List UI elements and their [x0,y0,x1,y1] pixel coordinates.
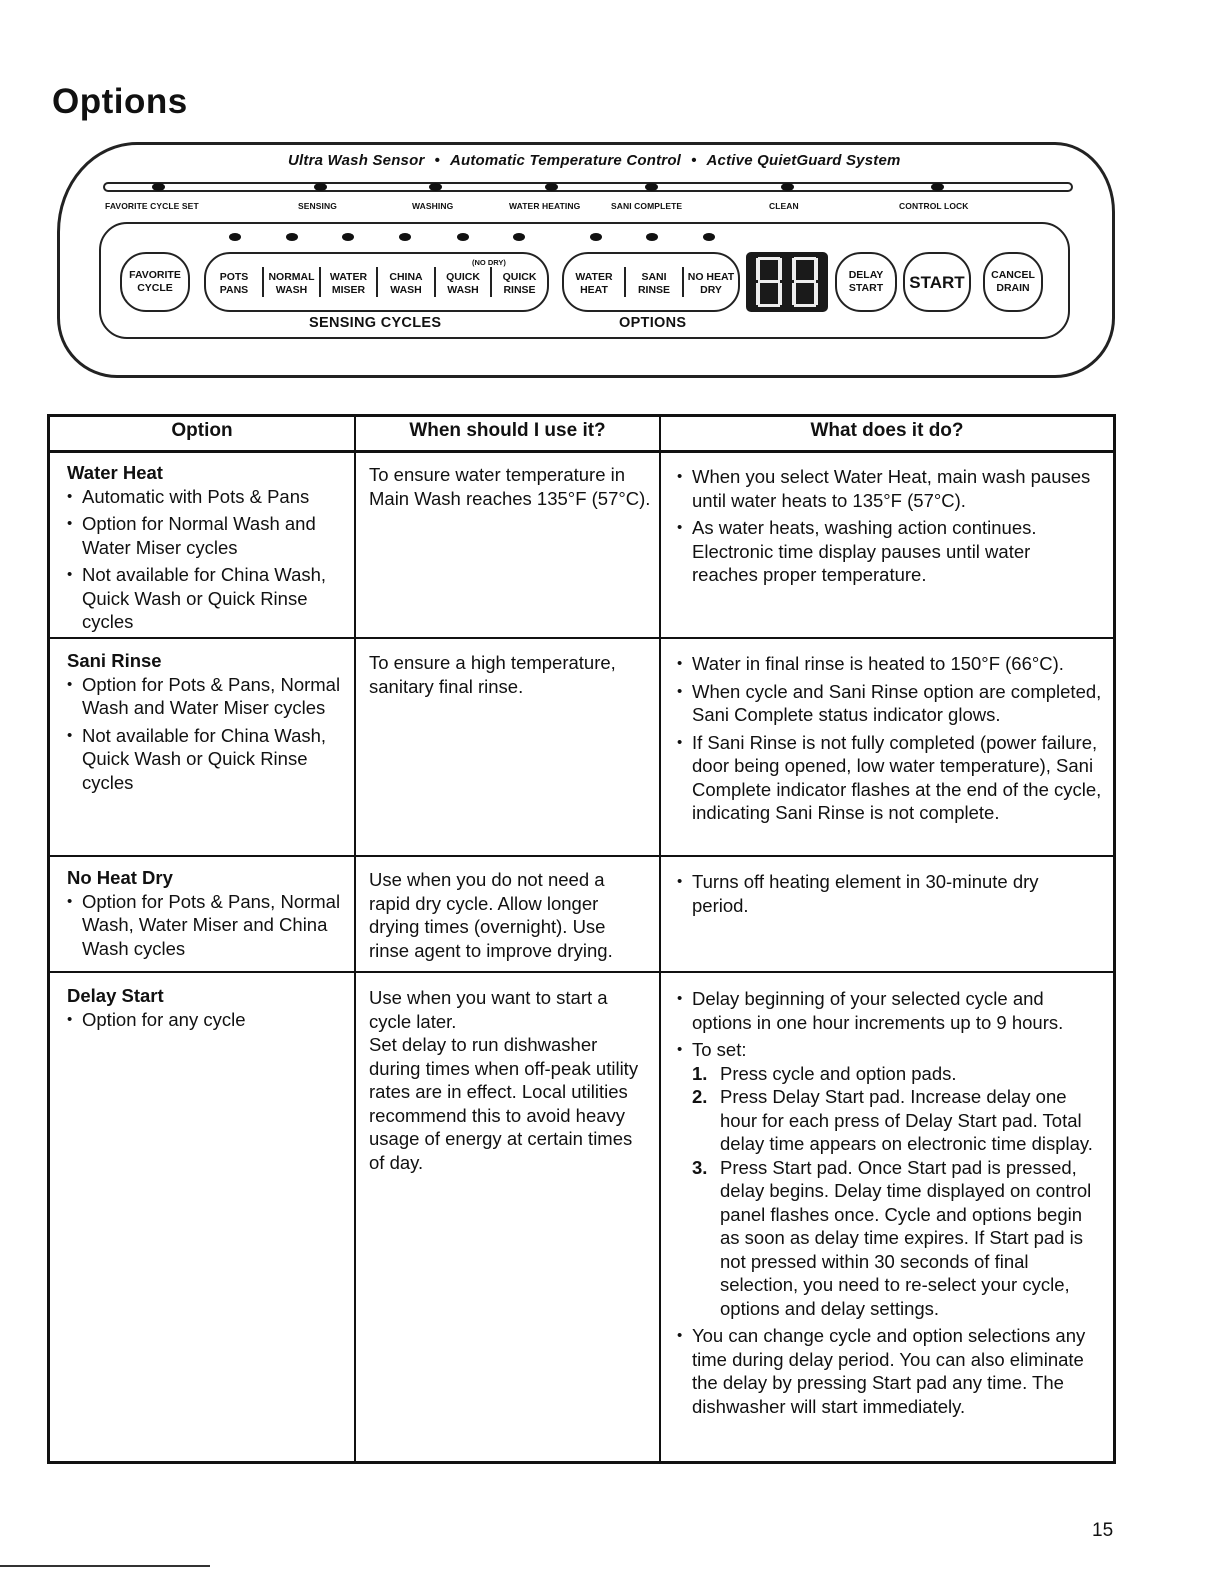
status-led [931,183,944,191]
column-divider [659,414,661,1464]
china-wash-pad[interactable]: CHINA WASH [376,267,434,297]
table-row-no-heat-dry-option: No Heat Dry • Option for Pots & Pans, Normal Wash, Water Miser and China Wash cycles [67,866,349,960]
table-row-delay-start-what: • Delay beginning of your selected cycle and options in one hour increments up to 9 hours. • To set: 1. Press cycle and option pads. 2. Press Delay Start pad. Increase delay one hour for each press of Delay Start pad. Total delay time appears on electronic time display. 3. Press Start pad. Once Start pad is pressed, delay begins. Delay time displayed on control panel flashes once. Cycle and options begin as soon as delay time expires. If Start pad is not pressed within 30 seconds of final selection, you need to re-select your cycle, options and delay settings. • You can change cycle and option selections any time during delay period. You can also eliminate the delay by pressing Start pad any time. The dishwasher will start immediately. [677,987,1102,1418]
status-led [781,183,794,191]
table-row-sani-rinse-option: Sani Rinse • Option for Pots & Pans, Normal Wash and Water Miser cycles • Not available for China Wash, Quick Wash or Quick Rinse cycles [67,649,352,794]
status-label-control-lock: CONTROL LOCK [899,201,969,211]
status-led [645,183,658,191]
status-label-favorite: FAVORITE CYCLE SET [105,201,199,211]
no-dry-note: (NO DRY) [472,258,506,267]
favorite-cycle-button[interactable]: FAVORITE CYCLE [120,252,190,312]
sani-rinse-pad[interactable]: SANI RINSE [624,267,682,297]
header-option: Option [171,420,233,441]
table-row-water-heat-what: • When you select Water Heat, main wash pauses until water heats to 135°F (57°C). • As water heats, washing action continues. Electronic time display pauses until water reaches proper temperature. [677,465,1097,587]
options-label: OPTIONS [619,315,687,331]
table-row-sani-rinse-what: • Water in final rinse is heated to 150°F (66°C). • When cycle and Sani Rinse option are completed, Sani Complete status indicator glows. • If Sani Rinse is not fully completed (power failure, door being opened, low water temperature), Sani Complete indicator flashes at the end of the cycle, indicating Sani Rinse is not complete. [677,652,1102,825]
table-row-sani-rinse-when: To ensure a high temperature, sanitary final rinse. [369,652,616,697]
step-1: 1. Press cycle and option pads. [692,1062,957,1084]
step-2: 2. Press Delay Start pad. Increase delay one hour for each press of Delay Start pad. Total delay time appears on electronic time display. [692,1086,1093,1154]
status-led [429,183,442,191]
page-title: Options [52,82,188,121]
feature-auto-temp: Automatic Temperature Control [449,152,682,169]
quick-wash-pad[interactable]: QUICK WASH [434,267,490,297]
header-what: What does it do? [810,420,964,441]
water-miser-pad[interactable]: WATER MISER [319,267,376,297]
pots-pans-pad[interactable]: POTS PANS [219,271,249,296]
header-divider [47,450,1116,453]
row-divider [47,971,1116,973]
pad-led [286,233,298,241]
table-row-no-heat-dry-when: Use when you do not need a rapid dry cycle. Allow longer drying times (overnight). Use rinse agent to improve drying. [369,869,613,961]
step-3: 3. Press Start pad. Once Start pad is pressed, delay begins. Delay time displayed on control panel flashes once. Cycle and options begin as soon as delay time expires. If Start pad is not pressed within 30 seconds of final selection, you need to re-select your cycle, options and delay settings. [692,1156,1092,1319]
status-led [545,183,558,191]
row-divider [47,637,1116,639]
footer-rule [0,1565,210,1567]
pad-led [229,233,241,241]
table-row-delay-start-when: Use when you want to start a cycle later. Set delay to run dishwasher during times when off-peak utility rates are in effect. Local utilities recommend this to avoid heavy usage of energy at certain times of day. [369,987,639,1173]
pad-led [703,233,715,241]
quick-rinse-pad[interactable]: QUICK RINSE [490,267,547,297]
pad-led [590,233,602,241]
status-label-sani-complete: SANI COMPLETE [611,201,683,211]
table-row-water-heat-when: To ensure water temperature in Main Wash reaches 135°F (57°C). [369,464,651,509]
status-led [152,183,165,191]
table-row-water-heat-option: Water Heat • Automatic with Pots & Pans • Option for Normal Wash and Water Miser cycles • Not available for China Wash, Quick Wash or Quick Rinse cycles [67,461,349,634]
pad-led [457,233,469,241]
time-display [746,252,828,312]
table-row-delay-start-option: Delay Start • Option for any cycle [67,984,349,1031]
pad-led [342,233,354,241]
cancel-drain-button[interactable]: CANCEL DRAIN [983,252,1043,312]
pad-led [646,233,658,241]
page-number: 15 [1092,1520,1114,1541]
status-led [314,183,327,191]
status-label-washing: WASHING [412,201,454,211]
row-divider [47,855,1116,857]
feature-ultra-wash: Ultra Wash Sensor [288,152,425,169]
no-heat-dry-pad[interactable]: NO HEAT DRY [682,267,738,297]
start-button[interactable]: START [903,252,971,312]
status-label-water-heating: WATER HEATING [509,201,581,211]
feature-line [288,152,901,169]
column-divider [354,414,356,1464]
water-heat-pad[interactable]: WATER HEAT [575,271,613,296]
header-when: When should I use it? [409,420,606,441]
status-label-sensing: SENSING [298,201,337,211]
feature-quietguard: Active QuietGuard System [706,152,901,169]
status-light-strip [103,182,1073,192]
feature-separator: • [434,152,440,169]
delay-start-button[interactable]: DELAY START [835,252,897,312]
sensing-cycles-label: SENSING CYCLES [309,315,442,331]
table-row-no-heat-dry-what: • Turns off heating element in 30-minute dry period. [677,870,1097,917]
status-label-clean: CLEAN [769,201,799,211]
normal-wash-pad[interactable]: NORMAL WASH [262,267,319,297]
feature-separator: • [691,152,697,169]
pad-led [513,233,525,241]
pad-led [399,233,411,241]
option-pads [562,252,740,312]
